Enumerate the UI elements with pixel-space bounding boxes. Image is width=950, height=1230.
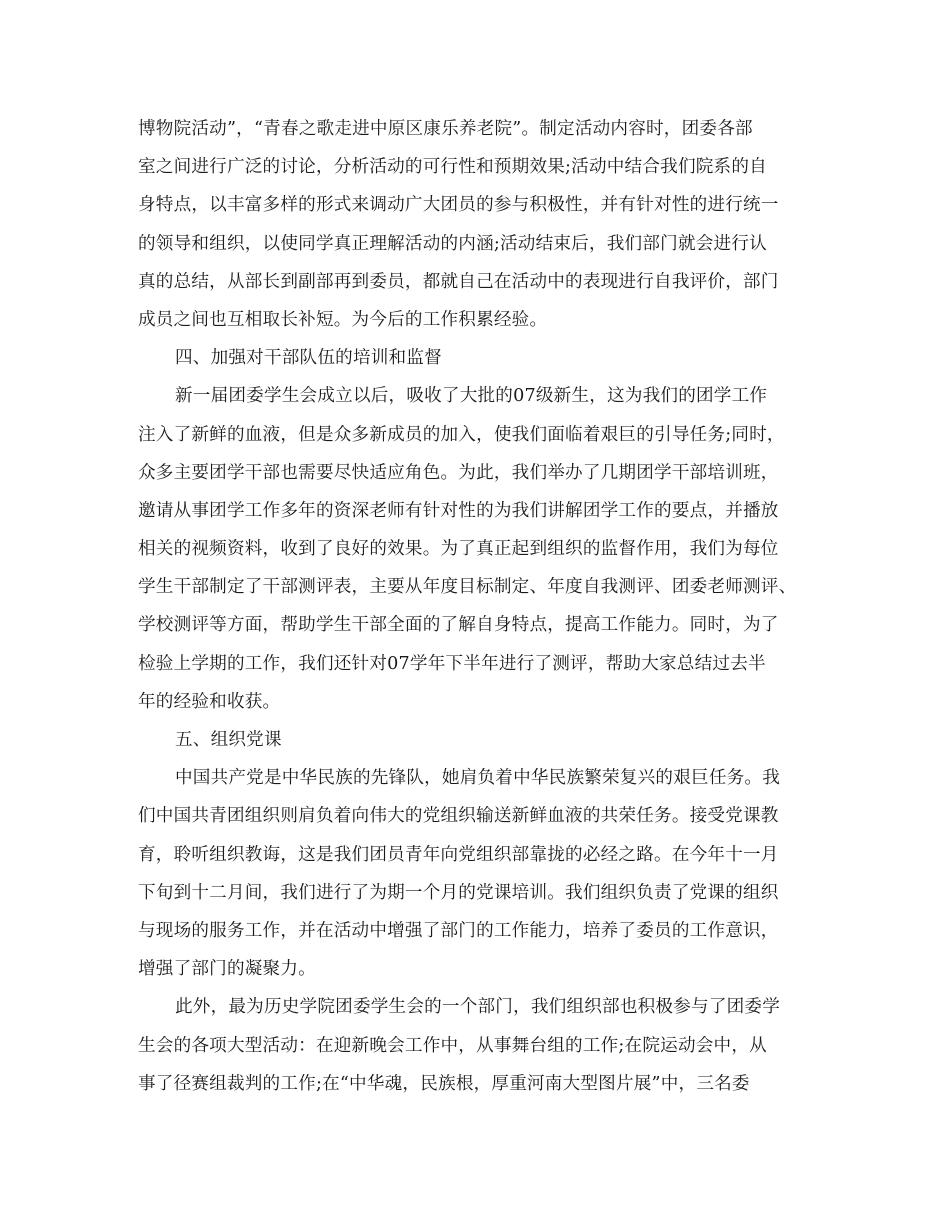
text-line: 成员之间也互相取长补短。为今后的工作积累经验。 [138,309,548,330]
text-line: 增强了部门的凝聚力。 [138,959,316,980]
text-line: 邀请从事团学工作多年的资深老师有针对性的为我们讲解团学工作的要点，并播放 [138,500,779,521]
text-line: 的领导和组织，以使同学真正理解活动的内涵;活动结束后，我们部门就会进行认 [138,233,767,254]
text-line: 新一届团委学生会成立以后，吸收了大批的07级新生，这为我们的团学工作 [175,386,768,407]
text-line: 室之间进行广泛的讨论，分析活动的可行性和预期效果;活动中结合我们院系的自 [138,157,767,178]
text-line: 四、加强对干部队伍的培训和监督 [175,348,442,369]
text-line: 育，聆听组织教诲，这是我们团员青年向党组织部靠拢的必经之路。在今年十一月 [138,844,779,865]
text-line: 注入了新鲜的血液，但是众多新成员的加入，使我们面临着艰巨的引导任务;同时， [138,424,785,445]
text-line: 与现场的服务工作，并在活动中增强了部门的工作能力，培养了委员的工作意识， [138,920,779,941]
text-line: 学生干部制定了干部测评表，主要从年度目标制定、年度自我测评、团委老师测评、 [138,577,797,598]
text-line: 学校测评等方面，帮助学生干部全面的了解自身特点，提高工作能力。同时，为了 [138,615,779,636]
text-line: 年的经验和收获。 [138,691,281,712]
text-line: 中国共产党是中华民族的先锋队，她肩负着中华民族繁荣复兴的艰巨任务。我 [175,768,780,789]
document-body [0,110,950,1103]
text-line: 检验上学期的工作，我们还针对07学年下半年进行了测评，帮助大家总结过去半 [138,653,766,674]
text-line: 身特点，以丰富多样的形式来调动广大团员的参与积极性，并有针对性的进行统一 [138,195,779,216]
text-line: 生会的各项大型活动：在迎新晚会工作中，从事舞台组的工作;在院运动会中，从 [138,1035,767,1056]
text-line: 五、组织党课 [175,730,282,750]
text-line: 下旬到十二月间，我们进行了为期一个月的党课培训。我们组织负责了党课的组织 [138,882,779,903]
text-line: 此外，最为历史学院团委学生会的一个部门，我们组织部也积极参与了团委学 [175,997,780,1018]
text-line: 真的总结，从部长到副部再到委员，都就自己在活动中的表现进行自我评价，部门 [138,271,779,292]
text-line: 博物院活动”，“青春之歌走进中原区康乐养老院”。制定活动内容时，团委各部 [138,119,753,139]
text-line: 众多主要团学干部也需要尽快适应角色。为此，我们举办了几期团学干部培训班， [138,462,779,483]
text-line: 事了径赛组裁判的工作;在“中华魂，民族根，厚重河南大型图片展”中，三名委 [138,1073,750,1094]
text-line: 们中国共青团组织则肩负着向伟大的党组织输送新鲜血液的共荣任务。接受党课教 [138,806,779,827]
text-line: 相关的视频资料，收到了良好的效果。为了真正起到组织的监督作用，我们为每位 [138,539,779,560]
